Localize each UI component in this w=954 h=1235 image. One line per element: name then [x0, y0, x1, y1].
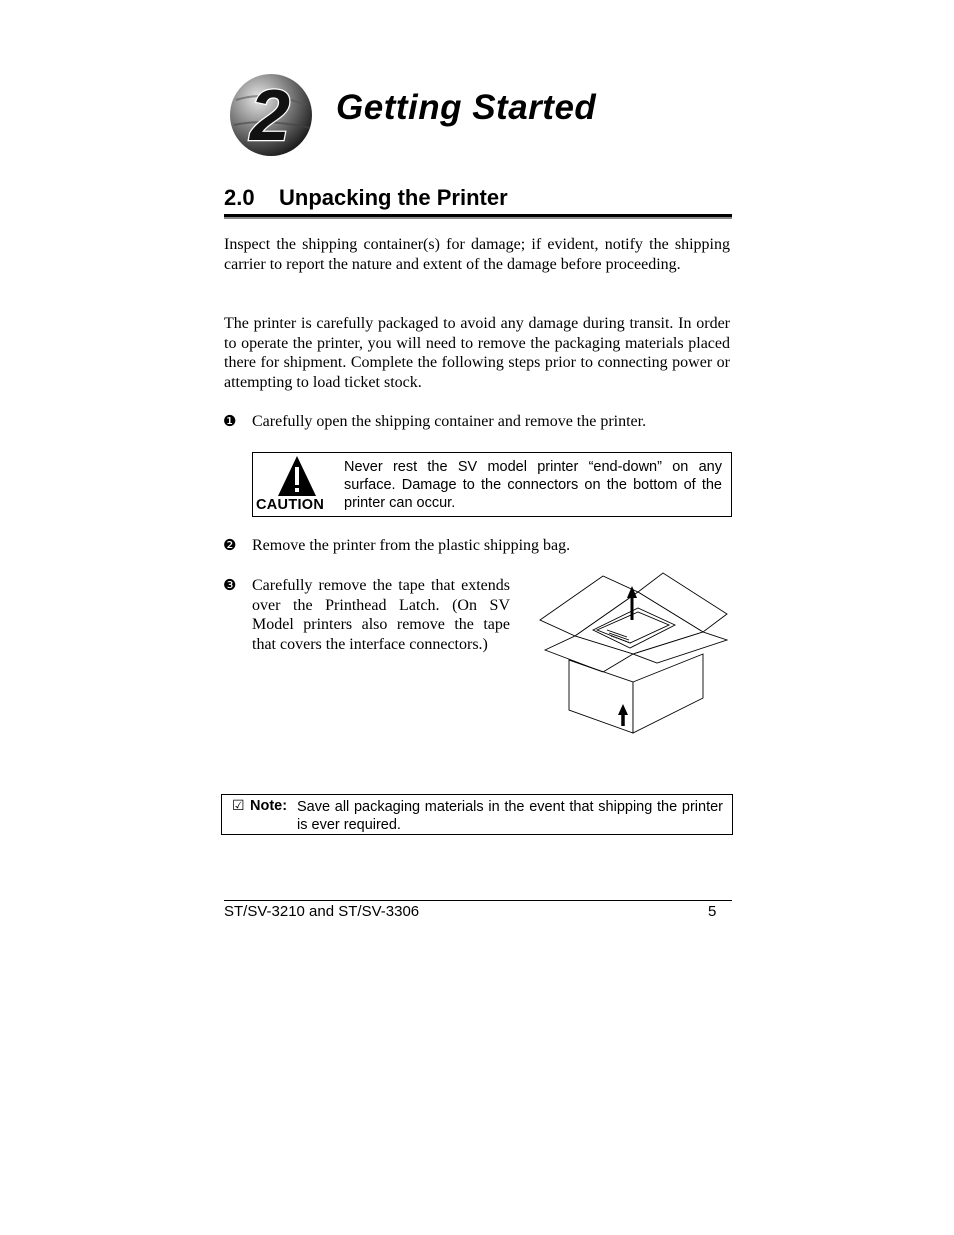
- warning-triangle-icon: [277, 455, 317, 497]
- step-1-marker: ❶: [223, 412, 237, 430]
- note-box: [221, 794, 733, 835]
- chapter-title: Getting Started: [336, 88, 597, 127]
- shipping-box-illustration: [535, 570, 731, 736]
- step-3-text: Carefully remove the tape that extends over the Printhead Latch. (On SV Model printers also remove the tape that covers the interface connectors.): [252, 577, 510, 654]
- note-text: Save all packaging materials in the event that shipping the printer is ever required.: [297, 799, 723, 833]
- note-label: Note:: [250, 798, 288, 814]
- step-3-marker: ❸: [223, 576, 237, 594]
- section-heading: 2.0 Unpacking the Printer: [224, 185, 508, 210]
- section-divider: [224, 214, 732, 219]
- checkbox-checked-icon: ☑: [232, 798, 245, 814]
- chapter-number: 2: [249, 76, 291, 156]
- footer-model-name: ST/SV-3210 and ST/SV-3306: [224, 903, 420, 920]
- intro-paragraph-inspect: Inspect the shipping container(s) for damage; if evident, notify the shipping carrier to report the nature and extent of the damage before proceeding.: [224, 236, 730, 273]
- step-2-marker: ❷: [223, 536, 237, 554]
- step-1-text: Carefully open the shipping container and remove the printer.: [252, 413, 647, 430]
- caution-text: Never rest the SV model printer “end-down” on any surface. Damage to the connectors on the bottom of the printer can occur.: [344, 459, 722, 511]
- footer-divider: [224, 900, 732, 901]
- page-number: 5: [708, 903, 717, 920]
- chapter-number-badge: [226, 70, 316, 160]
- step-2-text: Remove the printer from the plastic shipping bag.: [252, 537, 571, 554]
- intro-paragraph-packaging: The printer is carefully packaged to avoid any damage during transit. In order to operate the printer, you will need to remove the packaging materials placed there for shipment. Complete the following steps prior to connecting power or attempting to load ticket stock.: [224, 315, 730, 392]
- caution-label: CAUTION: [256, 497, 325, 513]
- caution-box: [252, 452, 732, 517]
